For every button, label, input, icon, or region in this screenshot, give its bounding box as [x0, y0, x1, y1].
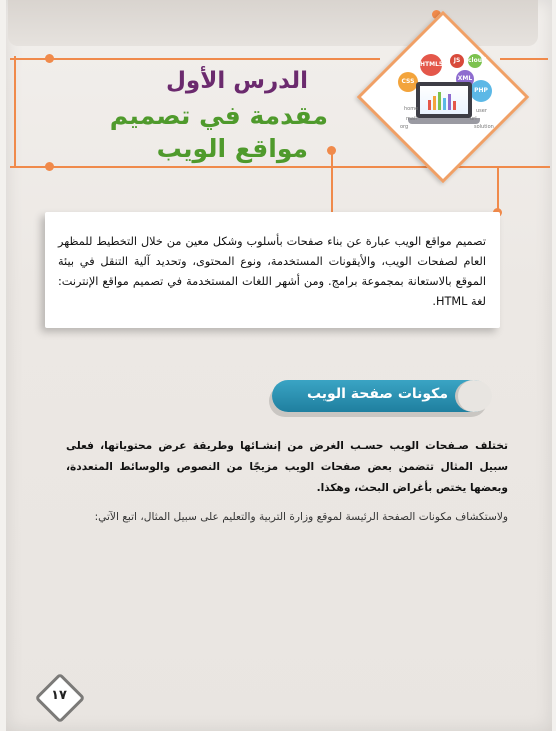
lesson-title-line2: مواقع الويب — [156, 134, 308, 163]
css-bubble-icon: CSS — [398, 72, 418, 92]
cloud-bubble-icon: cloud — [468, 54, 482, 68]
section-heading-pill-cap — [455, 380, 492, 412]
illustration-word: org — [400, 124, 409, 130]
section-heading-pill — [272, 380, 490, 412]
illustration-word: user — [476, 108, 487, 114]
lesson-title-line1: مقدمة في تصميم — [109, 101, 328, 130]
php-bubble-icon: PHP — [470, 80, 492, 102]
lesson-header — [68, 56, 368, 168]
section-paragraph-1: تختلف صـفحات الويب حسـب الغرض من إنشـائها وطريقة عرض محتوياتها، فعلى سبيل المثال تتضمن بعض صفحات الويب مزيجًا من النصوص والوسائط المتعددة، وبعضها يختص بأغراض البحث، وهكذا. — [66, 440, 508, 494]
header-bottom-line-dot — [45, 162, 54, 171]
intro-definition-text: تصميم مواقع الويب عبارة عن بناء صفحات بأسلوب وشكل معين من خلال التخطيط للمظهر العام لصفحات الويب، والأيقونات المستخدمة، ونوع المحتوى، وتحديد آلية التنقل في بيئة الموقع بالاستعانة بمجموعة برامج. ومن أشهر اللغات المستخدمة في تصميم مواقع الإنترنت: لغة HTML. — [58, 235, 486, 308]
illustration-word: home — [404, 106, 419, 112]
lesson-label: الدرس الأول — [165, 68, 308, 94]
laptop-icon — [416, 82, 472, 118]
page-number: ١٧ — [51, 688, 67, 703]
xml-bubble-icon: XML — [456, 70, 474, 88]
chart-on-screen-icon — [420, 86, 468, 114]
intro-definition-box — [45, 212, 500, 328]
laptop-screen — [420, 86, 468, 114]
header-top-line-dot — [45, 54, 54, 63]
section-paragraph-2: ولاستكشاف مكونات الصفحة الرئيسة لموقع وزارة التربية والتعليم على سبيل المثال، اتبع الآتي: — [94, 511, 508, 523]
js-bubble-icon: JS — [450, 54, 464, 68]
page-number-badge — [38, 680, 80, 714]
illustration-word: solution — [474, 124, 494, 130]
html5-bubble-icon: HTML5 — [420, 54, 442, 76]
illustration-word: mail — [406, 116, 417, 122]
illustration-word: url — [470, 116, 477, 122]
web-design-illustration — [370, 24, 510, 164]
header-left-vline — [14, 56, 16, 168]
section-heading: مكونات صفحة الويب — [306, 386, 448, 402]
